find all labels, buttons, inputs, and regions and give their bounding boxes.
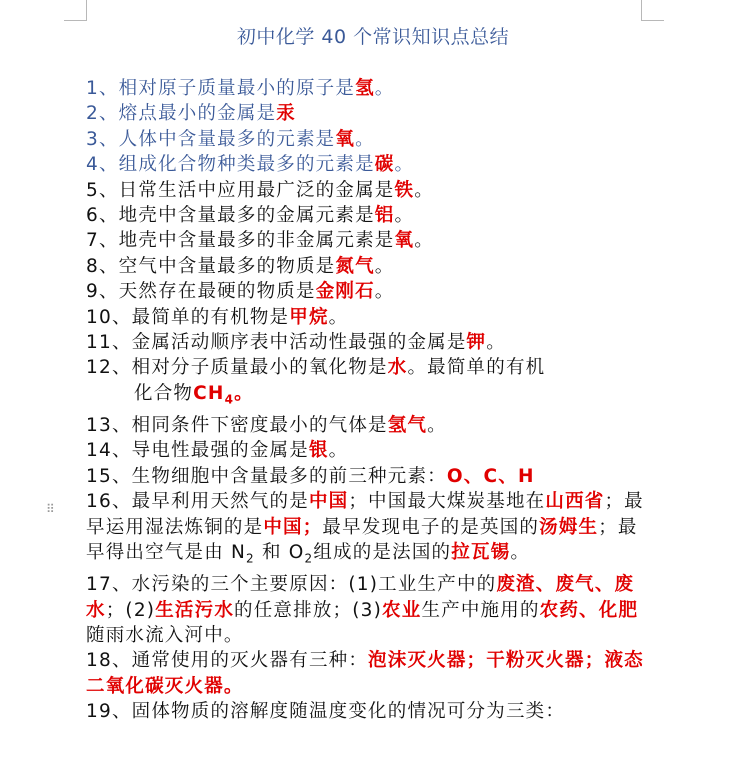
knowledge-item-3 [86,127,646,152]
highlighted-answer: 汞 [276,103,296,125]
highlighted-answer: 泡沫灭火器；干粉灭火器；液态二氧化碳灭火器。 [86,650,644,697]
item-text: 。最简单的有机 [407,357,546,379]
knowledge-item-12 [86,355,646,413]
item-text: 相同条件下密度最小的气体是 [131,414,388,436]
item-text: 日常生活中应用最广泛的金属是 [118,179,395,201]
item-text: 导电性最强的金属是 [131,440,309,462]
item-text: 相对分子质量最小的氧化物是 [131,357,388,379]
item-text: 组成的是法国的 [313,542,452,563]
item-text: ；最早运用湿法炼铜的是 [86,491,644,538]
page-corner-mark-right-vertical [641,0,642,20]
item-text: 化合物 [134,382,194,404]
highlighted-answer: 农业 [382,599,422,621]
item-continuation-line [86,381,646,413]
knowledge-item-13 [86,413,646,438]
subscript: 4 [224,392,235,407]
item-text: 。 [394,154,415,176]
highlighted-answer: 汤姆生 [539,516,599,538]
item-text: 和 O [254,542,305,563]
knowledge-item-4 [86,152,646,177]
item-text: 。 [427,414,447,436]
knowledge-item-15 [86,464,646,489]
item-number: 9、 [86,281,119,303]
item-text: 地壳中含量最多的金属元素是 [118,205,375,227]
page-corner-mark-right-horizontal [641,20,664,21]
highlighted-answer: 中国 [308,491,349,513]
item-text: 熔点最小的金属是 [118,103,277,125]
highlighted-answer: 碳 [374,154,395,176]
item-text: 金属活动顺序表中活动性最强的金属是 [131,332,467,354]
knowledge-item-14 [86,438,646,463]
item-number: 13、 [86,414,132,436]
knowledge-item-1 [86,76,646,101]
item-text: 地壳中含量最多的非金属元素是 [118,230,395,252]
highlighted-answer: CH [193,382,225,404]
item-number: 17、 [86,574,132,596]
knowledge-item-19 [86,699,646,724]
item-text: 相对原子质量最小的原子是 [118,78,356,99]
item-number: 4、 [86,154,119,176]
highlighted-answer: O、C、H [446,465,535,487]
highlighted-answer: 山西省 [545,491,605,513]
item-text: 。 [486,332,506,354]
highlighted-answer: 氢 [355,78,375,99]
highlighted-answer: 氮气 [335,255,375,277]
item-text: 。 [374,281,395,303]
subscript: 2 [246,551,255,566]
item-text: ；中国最大煤炭基地在 [348,491,546,513]
highlighted-answer: 拉瓦锡 [451,542,511,563]
knowledge-item-9 [86,279,646,304]
item-text: 。 [374,255,395,277]
page-corner-mark-left-horizontal [64,20,87,21]
item-number: 5、 [86,179,119,201]
knowledge-point-list [86,76,646,725]
item-text: 人体中含量最多的元素是 [118,128,336,150]
item-number: 15、 [86,465,132,487]
drag-handle-icon[interactable]: ⠿ [46,502,56,516]
item-number: 2、 [86,103,119,125]
item-number: 3、 [86,128,119,150]
item-text: 。 [328,306,349,328]
highlighted-answer: 废渣、废气、废水 [86,574,635,621]
knowledge-item-16 [86,489,646,572]
item-text: 。 [510,542,531,563]
item-number: 8、 [86,255,119,277]
highlighted-answer: 。 [234,382,254,404]
item-text: 最简单的有机物是 [131,306,290,328]
knowledge-item-2 [86,101,646,126]
item-text: ；最早得出空气是由 N [86,516,638,563]
item-number: 10、 [86,306,132,328]
knowledge-item-5 [86,178,646,203]
highlighted-answer: 银 [308,440,329,462]
item-number: 18、 [86,650,132,672]
item-text: 固体物质的溶解度随温度变化的情况可分为三类： [131,701,566,723]
item-text: 。 [394,205,415,227]
item-number: 16、 [86,491,132,513]
highlighted-answer: 氧 [335,128,356,150]
highlighted-answer: 农药、化肥 [539,599,639,621]
item-text: 随雨水流入河中。 [86,624,244,646]
highlighted-answer: 铁 [394,179,415,201]
knowledge-item-11 [86,330,646,355]
highlighted-answer: 水 [387,357,408,379]
document-title: 初中化学 40 个常识知识点总结 [236,26,510,48]
highlighted-answer: 中国； [263,516,323,538]
highlighted-answer: 钾 [466,332,487,354]
item-text: 。 [414,230,434,252]
item-text: 组成化合物种类最多的元素是 [118,154,375,176]
item-number: 6、 [86,205,119,227]
item-text: ；(2) [105,599,156,621]
item-number: 12、 [86,357,132,379]
item-text: 。 [355,128,375,150]
item-text: 最早发现电子的是英国的 [322,516,540,538]
item-text: 空气中含量最多的物质是 [118,255,336,277]
item-number: 1、 [86,78,119,99]
highlighted-answer: 铝 [374,205,395,227]
highlighted-answer: 金刚石 [315,281,375,303]
knowledge-item-18 [86,648,646,699]
item-text: 最早利用天然气的是 [131,491,309,513]
item-number: 7、 [86,230,119,252]
highlighted-answer: 甲烷 [289,306,329,328]
knowledge-item-6 [86,203,646,228]
highlighted-answer: 氢气 [387,414,428,436]
item-text: 生产中施用的 [421,599,540,621]
item-text: 。 [374,78,395,99]
item-number: 14、 [86,440,132,462]
knowledge-item-8 [86,254,646,279]
item-text: 。 [414,179,434,201]
knowledge-item-17 [86,572,646,648]
highlighted-answer: 氧 [394,230,415,252]
item-text: 通常使用的灭火器有三种： [131,650,369,672]
item-number: 19、 [86,701,132,723]
item-text: 的任意排放；(3) [234,599,383,621]
item-text: 天然存在最硬的物质是 [118,281,316,303]
highlighted-answer: 生活污水 [155,599,235,621]
item-text: 。 [328,440,349,462]
item-text: 水污染的三个主要原因：(1)工业生产中的 [131,574,497,596]
page-corner-mark-left-vertical [86,0,87,20]
knowledge-item-10 [86,305,646,330]
subscript: 2 [304,551,314,566]
knowledge-item-7 [86,228,646,253]
item-text: 生物细胞中含量最多的前三种元素： [131,465,447,487]
item-number: 11、 [86,332,132,354]
